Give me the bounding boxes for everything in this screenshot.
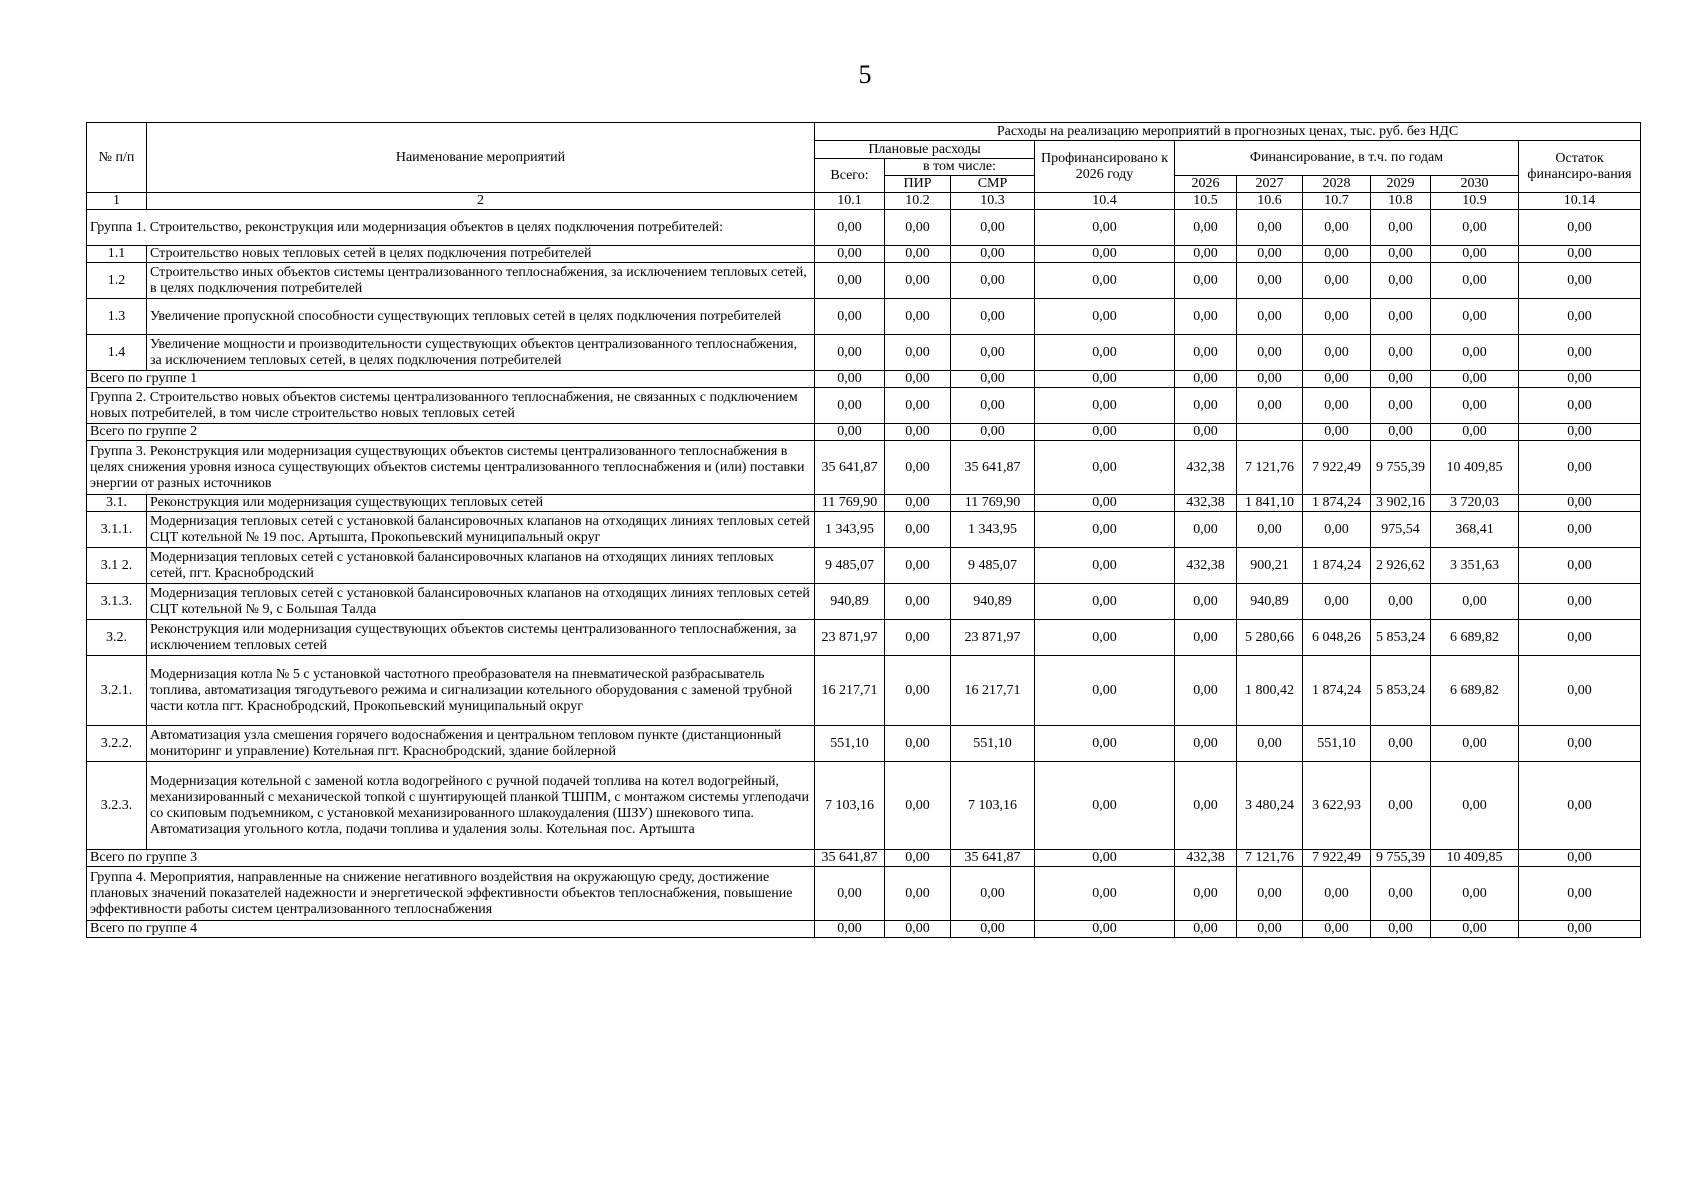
amount-cell: 0,00: [1519, 246, 1641, 263]
amount-cell: 0,00: [1035, 850, 1175, 867]
amount-cell: 0,00: [1175, 210, 1237, 246]
row-number: 3.1.1.: [87, 512, 147, 548]
amount-cell: 0,00: [885, 246, 951, 263]
amount-cell: 0,00: [1303, 210, 1371, 246]
amount-cell: 9 485,07: [815, 548, 885, 584]
amount-cell: 0,00: [885, 656, 951, 726]
amount-cell: 0,00: [1431, 762, 1519, 850]
measure-name: Модернизация тепловых сетей с установкой балансировочных клапанов на отходящих линиях тепловых сетей СЦТ котельной № 19 пос. Артышта, Прокопьевский муниципальный округ: [147, 512, 815, 548]
row-number: 1.2: [87, 263, 147, 299]
amount-cell: 5 853,24: [1371, 620, 1431, 656]
header-year: 2029: [1371, 176, 1431, 193]
group-name: Всего по группе 4: [87, 921, 815, 938]
amount-cell: 0,00: [1431, 584, 1519, 620]
amount-cell: 0,00: [1519, 299, 1641, 335]
amount-cell: 0,00: [1303, 584, 1371, 620]
header-planned: Плановые расходы: [815, 141, 1035, 159]
table-header: [87, 123, 1641, 210]
amount-cell: 0,00: [1519, 263, 1641, 299]
amount-cell: 0,00: [885, 441, 951, 495]
amount-cell: 0,00: [1371, 584, 1431, 620]
amount-cell: 0,00: [1519, 512, 1641, 548]
header-expenses: Расходы на реализацию мероприятий в прогнозных ценах, тыс. руб. без НДС: [815, 123, 1641, 141]
amount-cell: 0,00: [1371, 867, 1431, 921]
amount-cell: 0,00: [951, 371, 1035, 388]
amount-cell: 0,00: [885, 620, 951, 656]
amount-cell: 0,00: [885, 921, 951, 938]
measure-name: Увеличение пропускной способности существующих тепловых сетей в целях подключения потребителей: [147, 299, 815, 335]
measure-name: Автоматизация узла смешения горячего водоснабжения и центральном тепловом пункте (дистанционный мониторинг и управление) Котельная пгт. Краснобродский, здание бойлерной: [147, 726, 815, 762]
amount-cell: 0,00: [1519, 656, 1641, 726]
amount-cell: 0,00: [885, 424, 951, 441]
table-row: [87, 656, 1641, 726]
amount-cell: 0,00: [1175, 867, 1237, 921]
measure-name: Модернизация котла № 5 с установкой частотного преобразователя на пневматической разбрасыватель топлива, автоматизация тягодутьевого режима и сигнализации котельного оборудования с заменой трубной части котла пгт. Краснобродский, Прокопьевский муниципальный округ: [147, 656, 815, 726]
row-number: 1.1: [87, 246, 147, 263]
header-funded-before: Профинансировано к 2026 году: [1035, 141, 1175, 193]
amount-cell: 0,00: [1237, 921, 1303, 938]
header-year: 2026: [1175, 176, 1237, 193]
amount-cell: 0,00: [815, 424, 885, 441]
amount-cell: 0,00: [885, 584, 951, 620]
amount-cell: 0,00: [1519, 726, 1641, 762]
amount-cell: 7 922,49: [1303, 850, 1371, 867]
row-number: 3.2.1.: [87, 656, 147, 726]
amount-cell: 0,00: [1431, 921, 1519, 938]
amount-cell: 3 720,03: [1431, 495, 1519, 512]
table-row: [87, 726, 1641, 762]
amount-cell: 0,00: [1237, 299, 1303, 335]
column-index: 10.14: [1519, 193, 1641, 210]
amount-cell: 0,00: [1519, 441, 1641, 495]
amount-cell: 0,00: [1175, 246, 1237, 263]
amount-cell: 0,00: [1303, 371, 1371, 388]
amount-cell: 0,00: [1371, 263, 1431, 299]
amount-cell: 1 874,24: [1303, 656, 1371, 726]
amount-cell: 0,00: [885, 388, 951, 424]
amount-cell: 0,00: [1035, 424, 1175, 441]
amount-cell: 0,00: [1303, 263, 1371, 299]
amount-cell: 0,00: [815, 263, 885, 299]
column-index: 10.2: [885, 193, 951, 210]
amount-cell: 0,00: [1237, 246, 1303, 263]
amount-cell: 0,00: [1519, 921, 1641, 938]
amount-cell: 23 871,97: [815, 620, 885, 656]
column-index: 2: [147, 193, 815, 210]
amount-cell: 0,00: [1035, 548, 1175, 584]
amount-cell: 23 871,97: [951, 620, 1035, 656]
amount-cell: 0,00: [1175, 335, 1237, 371]
amount-cell: 0,00: [1431, 371, 1519, 388]
table-row: [87, 762, 1641, 850]
amount-cell: 7 922,49: [1303, 441, 1371, 495]
group-name: Всего по группе 2: [87, 424, 815, 441]
amount-cell: 0,00: [815, 210, 885, 246]
header-year: 2027: [1237, 176, 1303, 193]
amount-cell: 0,00: [1237, 867, 1303, 921]
amount-cell: 0,00: [1237, 512, 1303, 548]
amount-cell: 0,00: [951, 246, 1035, 263]
amount-cell: 10 409,85: [1431, 441, 1519, 495]
header-remainder: Остаток финансиро-вания: [1519, 141, 1641, 193]
amount-cell: 35 641,87: [815, 441, 885, 495]
group-row: [87, 210, 1641, 246]
column-index: 10.3: [951, 193, 1035, 210]
table-row: [87, 548, 1641, 584]
amount-cell: 940,89: [951, 584, 1035, 620]
amount-cell: [1237, 424, 1303, 441]
amount-cell: 7 121,76: [1237, 441, 1303, 495]
amount-cell: 0,00: [1431, 726, 1519, 762]
header-year: 2030: [1431, 176, 1519, 193]
column-index: 10.5: [1175, 193, 1237, 210]
group-row: [87, 441, 1641, 495]
measure-name: Увеличение мощности и производительности существующих объектов централизованного теплоснабжения, за исключением тепловых сетей, в целях подключения потребителей: [147, 335, 815, 371]
amount-cell: 35 641,87: [951, 850, 1035, 867]
amount-cell: 6 689,82: [1431, 656, 1519, 726]
group-name: Группа 4. Мероприятия, направленные на снижение негативного воздействия на окружающую среду, достижение плановых значений показателей надежности и энергетической эффективности объектов теплоснабжения, повышение эффективности работы систем централизованного теплоснабжения: [87, 867, 815, 921]
column-index: 10.6: [1237, 193, 1303, 210]
amount-cell: 0,00: [885, 762, 951, 850]
group-row: [87, 921, 1641, 938]
measure-name: Реконструкция или модернизация существующих тепловых сетей: [147, 495, 815, 512]
amount-cell: 0,00: [1175, 424, 1237, 441]
amount-cell: 6 689,82: [1431, 620, 1519, 656]
amount-cell: 0,00: [885, 850, 951, 867]
amount-cell: 432,38: [1175, 850, 1237, 867]
amount-cell: 0,00: [1431, 867, 1519, 921]
amount-cell: 1 800,42: [1237, 656, 1303, 726]
table-row: [87, 299, 1641, 335]
row-number: 1.3: [87, 299, 147, 335]
amount-cell: 0,00: [1431, 388, 1519, 424]
amount-cell: 0,00: [1035, 388, 1175, 424]
row-number: 3.2.3.: [87, 762, 147, 850]
amount-cell: 432,38: [1175, 441, 1237, 495]
table-row: [87, 263, 1641, 299]
amount-cell: 0,00: [1519, 850, 1641, 867]
group-row: [87, 388, 1641, 424]
amount-cell: 0,00: [1431, 424, 1519, 441]
amount-cell: 0,00: [1303, 867, 1371, 921]
amount-cell: 9 485,07: [951, 548, 1035, 584]
amount-cell: 0,00: [1371, 762, 1431, 850]
amount-cell: 0,00: [815, 371, 885, 388]
amount-cell: 0,00: [1303, 299, 1371, 335]
amount-cell: 3 480,24: [1237, 762, 1303, 850]
amount-cell: 1 343,95: [951, 512, 1035, 548]
header-total: Всего:: [815, 159, 885, 193]
amount-cell: 551,10: [1303, 726, 1371, 762]
amount-cell: 975,54: [1371, 512, 1431, 548]
amount-cell: 0,00: [1175, 371, 1237, 388]
amount-cell: 5 280,66: [1237, 620, 1303, 656]
measure-name: Строительство иных объектов системы централизованного теплоснабжения, за исключением тепловых сетей, в целях подключения потребителей: [147, 263, 815, 299]
amount-cell: 0,00: [1035, 263, 1175, 299]
amount-cell: 0,00: [1175, 726, 1237, 762]
amount-cell: 0,00: [1303, 388, 1371, 424]
amount-cell: 0,00: [951, 388, 1035, 424]
amount-cell: 9 755,39: [1371, 850, 1431, 867]
amount-cell: 0,00: [1371, 388, 1431, 424]
amount-cell: 0,00: [885, 371, 951, 388]
measure-name: Модернизация тепловых сетей с установкой балансировочных клапанов на отходящих линиях тепловых сетей СЦТ котельной № 9, с Большая Талда: [147, 584, 815, 620]
amount-cell: 0,00: [1035, 620, 1175, 656]
group-row: [87, 867, 1641, 921]
table-row: [87, 512, 1641, 548]
group-name: Группа 1. Строительство, реконструкция или модернизация объектов в целях подключения потребителей:: [87, 210, 815, 246]
amount-cell: 0,00: [1175, 762, 1237, 850]
amount-cell: 0,00: [1175, 921, 1237, 938]
investment-program-table: [86, 122, 1641, 938]
amount-cell: 0,00: [885, 495, 951, 512]
amount-cell: 0,00: [885, 263, 951, 299]
amount-cell: 0,00: [951, 921, 1035, 938]
amount-cell: 7 103,16: [815, 762, 885, 850]
amount-cell: 0,00: [1035, 726, 1175, 762]
amount-cell: 0,00: [1237, 371, 1303, 388]
amount-cell: 0,00: [1519, 371, 1641, 388]
amount-cell: 7 121,76: [1237, 850, 1303, 867]
amount-cell: 0,00: [1035, 584, 1175, 620]
amount-cell: 0,00: [1371, 210, 1431, 246]
amount-cell: 940,89: [1237, 584, 1303, 620]
header-smr: СМР: [951, 176, 1035, 193]
row-number: 3.2.2.: [87, 726, 147, 762]
table-row: [87, 335, 1641, 371]
header-pir: ПИР: [885, 176, 951, 193]
header-including: в том числе:: [885, 159, 1035, 176]
page-number: 5: [858, 60, 872, 89]
amount-cell: 0,00: [815, 246, 885, 263]
amount-cell: 0,00: [1035, 921, 1175, 938]
amount-cell: 0,00: [1237, 210, 1303, 246]
table-body: [87, 210, 1641, 938]
amount-cell: 1 874,24: [1303, 495, 1371, 512]
amount-cell: 0,00: [1519, 620, 1641, 656]
measure-name: Строительство новых тепловых сетей в целях подключения потребителей: [147, 246, 815, 263]
amount-cell: 0,00: [1175, 620, 1237, 656]
amount-cell: 0,00: [1175, 656, 1237, 726]
amount-cell: 3 622,93: [1303, 762, 1371, 850]
amount-cell: 940,89: [815, 584, 885, 620]
amount-cell: 0,00: [1035, 335, 1175, 371]
amount-cell: 16 217,71: [951, 656, 1035, 726]
amount-cell: 0,00: [1519, 335, 1641, 371]
amount-cell: 0,00: [1035, 246, 1175, 263]
amount-cell: 35 641,87: [815, 850, 885, 867]
amount-cell: 7 103,16: [951, 762, 1035, 850]
amount-cell: 3 351,63: [1431, 548, 1519, 584]
amount-cell: 5 853,24: [1371, 656, 1431, 726]
amount-cell: 0,00: [1431, 263, 1519, 299]
group-name: Группа 2. Строительство новых объектов системы централизованного теплоснабжения, не связанных с подключением новых потребителей, в том числе строительство новых тепловых сетей: [87, 388, 815, 424]
amount-cell: 0,00: [1035, 762, 1175, 850]
amount-cell: 0,00: [951, 210, 1035, 246]
amount-cell: 0,00: [1237, 726, 1303, 762]
amount-cell: 0,00: [815, 335, 885, 371]
amount-cell: 0,00: [1431, 299, 1519, 335]
amount-cell: 0,00: [1175, 299, 1237, 335]
amount-cell: 0,00: [1371, 371, 1431, 388]
amount-cell: 0,00: [1303, 246, 1371, 263]
group-name: Группа 3. Реконструкция или модернизация существующих объектов системы централизованного теплоснабжения в целях снижения уровня износа существующих объектов системы централизованного теплоснабжения и (или) поставки энергии от разных источников: [87, 441, 815, 495]
amount-cell: 11 769,90: [951, 495, 1035, 512]
row-number: 3.2.: [87, 620, 147, 656]
amount-cell: 0,00: [1519, 495, 1641, 512]
amount-cell: 0,00: [1371, 335, 1431, 371]
amount-cell: 11 769,90: [815, 495, 885, 512]
amount-cell: 0,00: [1035, 371, 1175, 388]
header-year: 2028: [1303, 176, 1371, 193]
amount-cell: 0,00: [1371, 921, 1431, 938]
column-index: 10.7: [1303, 193, 1371, 210]
amount-cell: 0,00: [1237, 335, 1303, 371]
amount-cell: 900,21: [1237, 548, 1303, 584]
amount-cell: 0,00: [1237, 388, 1303, 424]
amount-cell: 0,00: [1519, 867, 1641, 921]
amount-cell: 0,00: [1035, 299, 1175, 335]
header-financing-by-year: Финансирование, в т.ч. по годам: [1175, 141, 1519, 176]
amount-cell: 0,00: [815, 921, 885, 938]
group-name: Всего по группе 3: [87, 850, 815, 867]
group-row: [87, 850, 1641, 867]
amount-cell: 0,00: [1371, 246, 1431, 263]
amount-cell: 432,38: [1175, 495, 1237, 512]
amount-cell: 0,00: [1519, 584, 1641, 620]
amount-cell: 0,00: [815, 867, 885, 921]
amount-cell: 0,00: [1035, 512, 1175, 548]
amount-cell: 0,00: [815, 388, 885, 424]
amount-cell: 432,38: [1175, 548, 1237, 584]
amount-cell: 368,41: [1431, 512, 1519, 548]
amount-cell: 0,00: [1519, 388, 1641, 424]
amount-cell: 0,00: [951, 299, 1035, 335]
amount-cell: 0,00: [1303, 921, 1371, 938]
column-index: 10.4: [1035, 193, 1175, 210]
column-index: 10.9: [1431, 193, 1519, 210]
amount-cell: 0,00: [1237, 263, 1303, 299]
measure-name: Модернизация котельной с заменой котла водогрейного с ручной подачей топлива на котел водогрейный, механизированный с механической топкой с шунтирующей планкой ТШПМ, с монтажом системы углеподачи со скиповым подъемником, с установкой механизированного шлакоудаления (ШЗУ) шнекового типа. Автоматизация угольного котла, подачи топлива и удаления золы. Котельная пос. Артышта: [147, 762, 815, 850]
column-index: 1: [87, 193, 147, 210]
amount-cell: 0,00: [1035, 210, 1175, 246]
amount-cell: 0,00: [885, 299, 951, 335]
group-name: Всего по группе 1: [87, 371, 815, 388]
row-number: 3.1.: [87, 495, 147, 512]
amount-cell: 0,00: [1175, 512, 1237, 548]
amount-cell: 1 841,10: [1237, 495, 1303, 512]
amount-cell: 0,00: [1303, 424, 1371, 441]
table-row: [87, 495, 1641, 512]
column-index: 10.1: [815, 193, 885, 210]
group-row: [87, 424, 1641, 441]
amount-cell: 1 874,24: [1303, 548, 1371, 584]
amount-cell: 9 755,39: [1371, 441, 1431, 495]
amount-cell: 0,00: [1175, 388, 1237, 424]
amount-cell: 0,00: [885, 726, 951, 762]
amount-cell: 0,00: [885, 867, 951, 921]
amount-cell: 0,00: [1371, 424, 1431, 441]
amount-cell: 0,00: [815, 299, 885, 335]
amount-cell: 0,00: [951, 335, 1035, 371]
table-row: [87, 246, 1641, 263]
row-number: 3.1.3.: [87, 584, 147, 620]
amount-cell: 0,00: [1303, 335, 1371, 371]
column-index: 10.8: [1371, 193, 1431, 210]
header-name: Наименование мероприятий: [147, 123, 815, 193]
amount-cell: 0,00: [1371, 726, 1431, 762]
header-num: № п/п: [87, 123, 147, 193]
amount-cell: 10 409,85: [1431, 850, 1519, 867]
amount-cell: 0,00: [1519, 548, 1641, 584]
amount-cell: 0,00: [1175, 584, 1237, 620]
measure-name: Реконструкция или модернизация существующих объектов системы централизованного теплоснабжения, за исключением тепловых сетей: [147, 620, 815, 656]
amount-cell: 16 217,71: [815, 656, 885, 726]
table-row: [87, 584, 1641, 620]
amount-cell: 0,00: [1431, 210, 1519, 246]
amount-cell: 0,00: [885, 335, 951, 371]
amount-cell: 0,00: [1035, 867, 1175, 921]
amount-cell: 0,00: [1035, 495, 1175, 512]
amount-cell: 35 641,87: [951, 441, 1035, 495]
amount-cell: 6 048,26: [1303, 620, 1371, 656]
amount-cell: 0,00: [1519, 210, 1641, 246]
amount-cell: 0,00: [885, 512, 951, 548]
table-row: [87, 620, 1641, 656]
amount-cell: 551,10: [951, 726, 1035, 762]
amount-cell: 0,00: [1371, 299, 1431, 335]
amount-cell: 0,00: [951, 867, 1035, 921]
column-index-row: [87, 193, 1641, 210]
amount-cell: 0,00: [951, 263, 1035, 299]
amount-cell: 0,00: [1519, 424, 1641, 441]
amount-cell: 0,00: [1519, 762, 1641, 850]
amount-cell: 3 902,16: [1371, 495, 1431, 512]
row-number: 1.4: [87, 335, 147, 371]
amount-cell: 0,00: [1175, 263, 1237, 299]
amount-cell: 0,00: [1303, 512, 1371, 548]
amount-cell: 0,00: [885, 210, 951, 246]
amount-cell: 2 926,62: [1371, 548, 1431, 584]
row-number: 3.1 2.: [87, 548, 147, 584]
amount-cell: 551,10: [815, 726, 885, 762]
amount-cell: 0,00: [1431, 246, 1519, 263]
group-row: [87, 371, 1641, 388]
amount-cell: 0,00: [885, 548, 951, 584]
amount-cell: 1 343,95: [815, 512, 885, 548]
amount-cell: 0,00: [951, 424, 1035, 441]
amount-cell: 0,00: [1035, 441, 1175, 495]
amount-cell: 0,00: [1431, 335, 1519, 371]
measure-name: Модернизация тепловых сетей с установкой балансировочных клапанов на отходящих линиях тепловых сетей, пгт. Краснобродский: [147, 548, 815, 584]
amount-cell: 0,00: [1035, 656, 1175, 726]
